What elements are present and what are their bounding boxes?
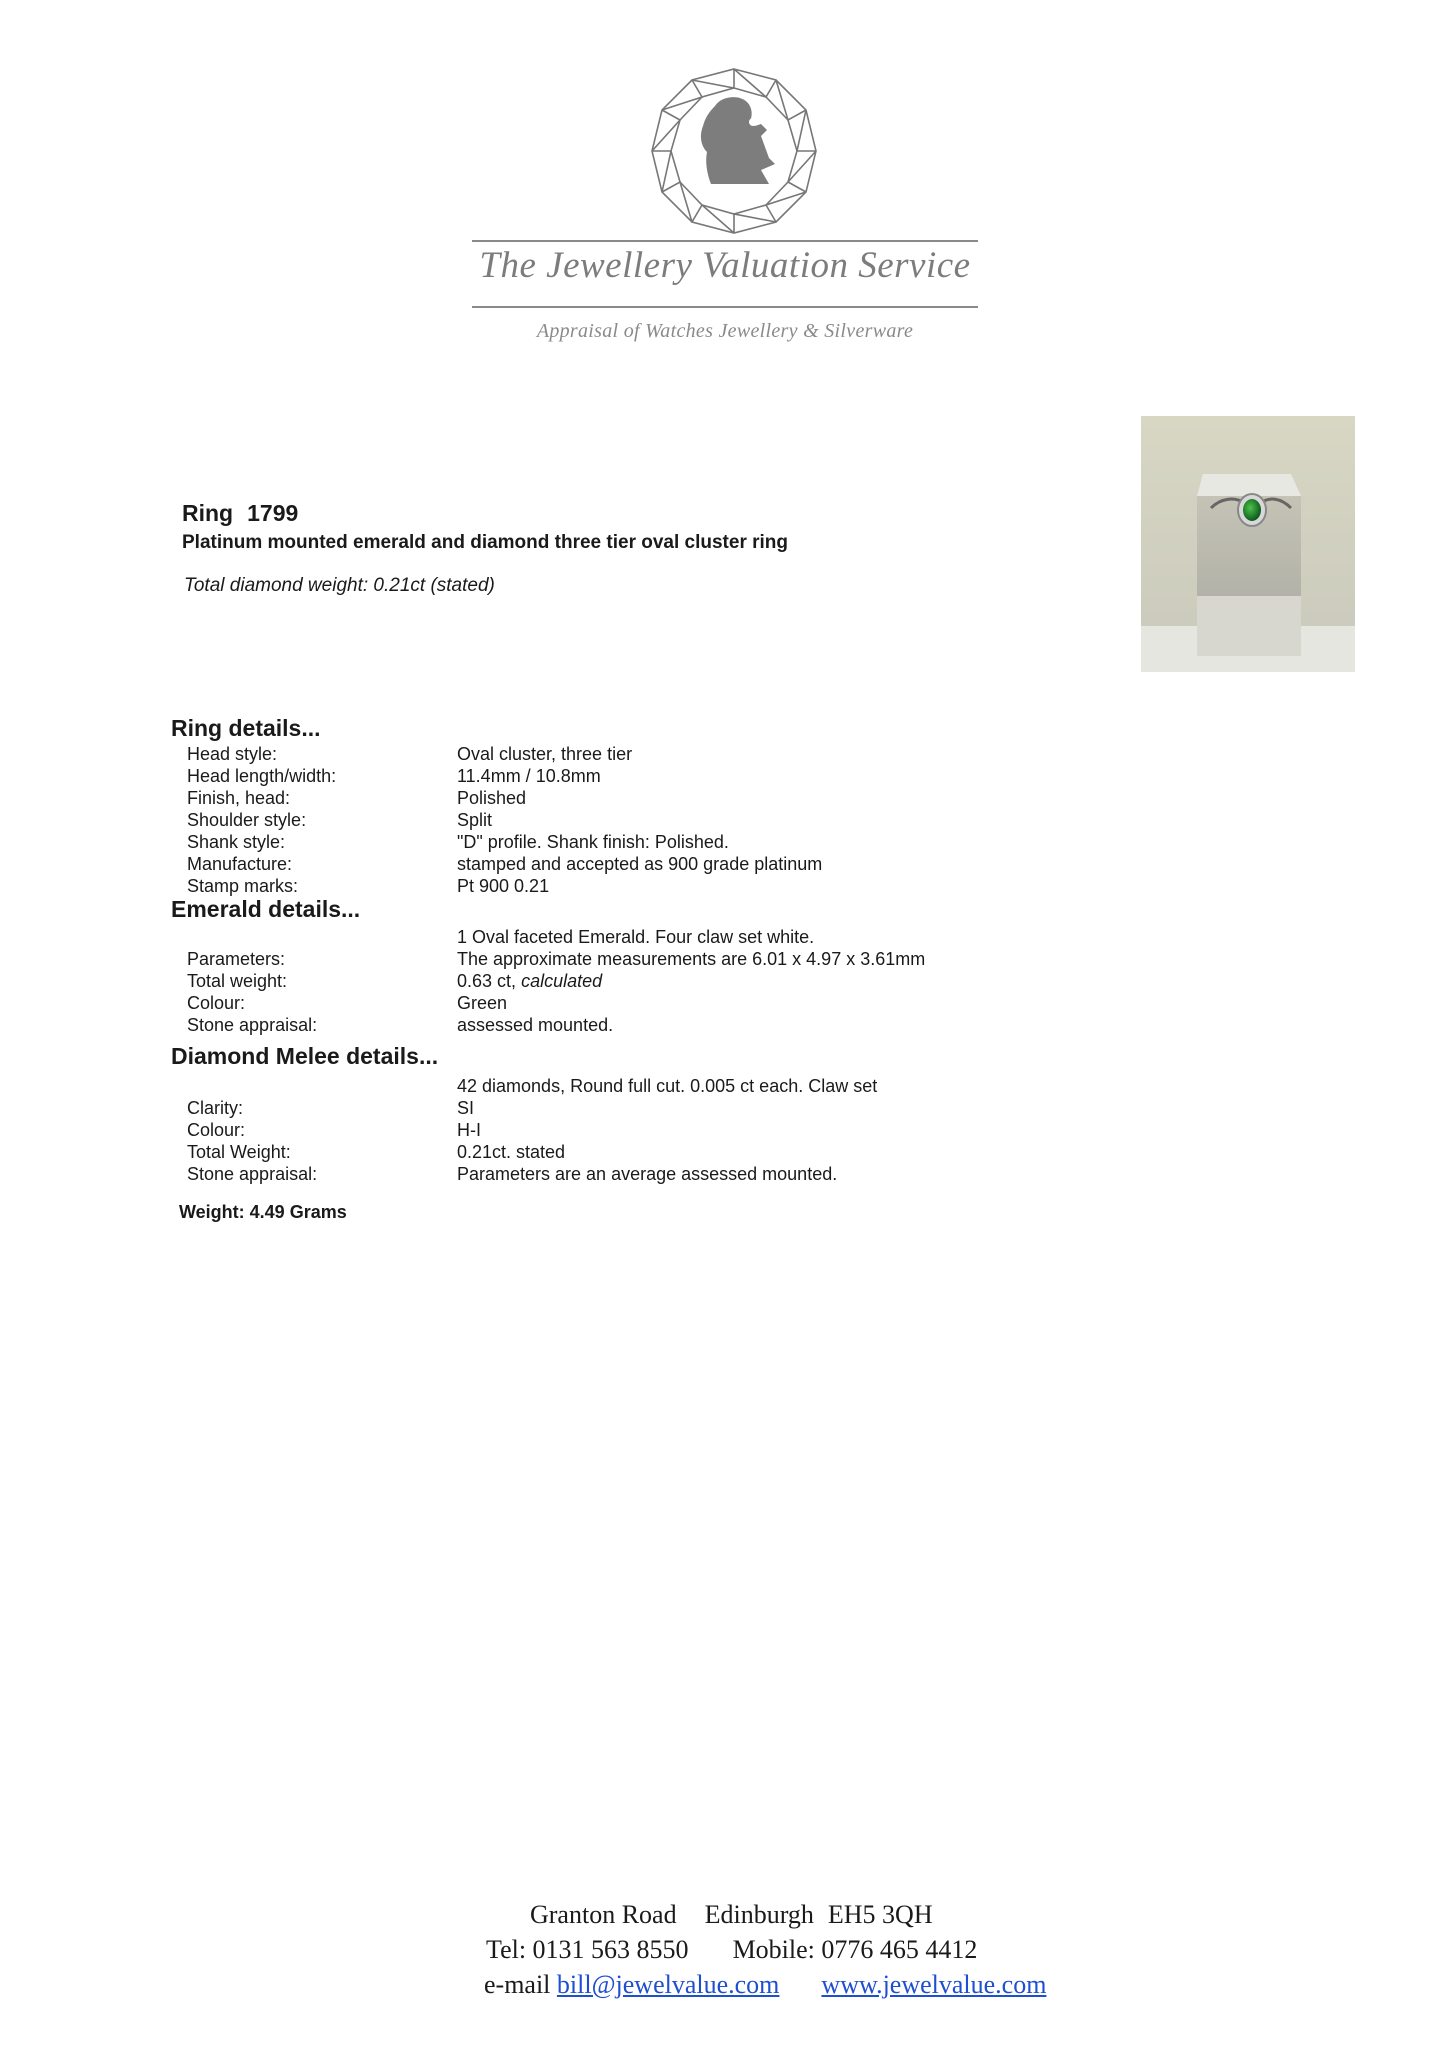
detail-label: Shoulder style: bbox=[187, 810, 307, 830]
detail-value: Split bbox=[457, 810, 493, 830]
footer-street: Granton Road bbox=[530, 1900, 677, 1929]
footer-tel: Tel: 0131 563 8550 bbox=[486, 1935, 689, 1964]
detail-value: 0.21ct. stated bbox=[457, 1142, 566, 1162]
weight-summary: Weight: 4.49 Grams bbox=[179, 1202, 347, 1222]
detail-label: Stamp marks: bbox=[187, 876, 299, 896]
emerald-detail-row bbox=[0, 948, 1200, 970]
footer-mobile: Mobile: 0776 465 4412 bbox=[732, 1935, 978, 1964]
detail-value: Green bbox=[457, 993, 508, 1013]
footer-address bbox=[530, 1900, 933, 1930]
detail-label: Head style: bbox=[187, 744, 278, 764]
emerald-detail-row bbox=[0, 992, 1200, 1014]
item-type: Ring bbox=[182, 500, 234, 526]
ring-detail-row bbox=[0, 831, 1200, 853]
ring-detail-row bbox=[0, 875, 1200, 897]
detail-value: assessed mounted. bbox=[457, 1015, 614, 1035]
detail-label: Stone appraisal: bbox=[187, 1164, 318, 1184]
detail-label: Head length/width: bbox=[187, 766, 337, 786]
ring-detail-row bbox=[0, 765, 1200, 787]
melee-detail-row bbox=[0, 1141, 1200, 1163]
detail-value bbox=[457, 970, 602, 992]
detail-label: Shank style: bbox=[187, 832, 286, 852]
detail-label: Total weight: bbox=[187, 971, 288, 991]
emerald-intro: 1 Oval faceted Emerald. Four claw set white. bbox=[457, 927, 815, 947]
brand-rule-top bbox=[472, 240, 978, 242]
footer-phone-line bbox=[486, 1935, 977, 1965]
footer-email-label: e-mail bbox=[484, 1970, 551, 1999]
detail-value: Oval cluster, three tier bbox=[457, 744, 633, 764]
detail-value: Parameters are an average assessed mounted. bbox=[457, 1164, 838, 1184]
item-description: Platinum mounted emerald and diamond three tier oval cluster ring bbox=[182, 532, 789, 553]
detail-value: The approximate measurements are 6.01 x 4.97 x 3.61mm bbox=[457, 949, 926, 969]
ring-detail-row bbox=[0, 743, 1200, 765]
ring-details-title: Ring details... bbox=[171, 715, 321, 741]
melee-details-title: Diamond Melee details... bbox=[171, 1043, 439, 1069]
footer-city: Edinburgh bbox=[704, 1900, 814, 1929]
melee-detail-row bbox=[0, 1119, 1200, 1141]
item-number: 1799 bbox=[247, 500, 299, 526]
website-link[interactable]: www.jewelvalue.com bbox=[821, 1970, 1047, 1999]
detail-label: Parameters: bbox=[187, 949, 286, 969]
melee-intro-row bbox=[0, 1075, 1200, 1097]
ring-detail-row bbox=[0, 787, 1200, 809]
detail-label: Stone appraisal: bbox=[187, 1015, 318, 1035]
detail-value: "D" profile. Shank finish: Polished. bbox=[457, 832, 729, 852]
brand-rule-bottom bbox=[472, 306, 978, 308]
footer-contact-line bbox=[484, 1970, 1046, 2000]
emerald-intro-row bbox=[0, 926, 1200, 948]
jeweller-loupe-diamond-logo-icon bbox=[649, 66, 819, 236]
detail-value: Polished bbox=[457, 788, 527, 808]
ring-photo-icon bbox=[1141, 416, 1355, 672]
item-heading bbox=[182, 500, 298, 527]
emerald-detail-row bbox=[0, 970, 1200, 992]
detail-value: Pt 900 0.21 bbox=[457, 876, 550, 896]
detail-label: Finish, head: bbox=[187, 788, 291, 808]
footer-postcode: EH5 3QH bbox=[827, 1900, 933, 1929]
emerald-details-title: Emerald details... bbox=[171, 896, 361, 922]
detail-value: stamped and accepted as 900 grade platinum bbox=[457, 854, 823, 874]
emerald-weight-method: calculated bbox=[521, 971, 603, 991]
melee-detail-row bbox=[0, 1163, 1200, 1185]
detail-value: 11.4mm / 10.8mm bbox=[457, 766, 601, 786]
melee-detail-row bbox=[0, 1097, 1200, 1119]
emerald-weight-value: 0.63 ct, bbox=[457, 971, 517, 991]
item-total-diamond-weight: Total diamond weight: 0.21ct (stated) bbox=[184, 575, 495, 596]
email-link[interactable]: bill@jewelvalue.com bbox=[556, 1970, 780, 1999]
brand-tagline: Appraisal of Watches Jewellery & Silverware bbox=[536, 320, 914, 342]
detail-value: SI bbox=[457, 1098, 475, 1118]
detail-label: Colour: bbox=[187, 993, 246, 1013]
detail-label: Clarity: bbox=[187, 1098, 244, 1118]
ring-detail-row bbox=[0, 853, 1200, 875]
detail-label: Colour: bbox=[187, 1120, 246, 1140]
brand-name: The Jewellery Valuation Service bbox=[479, 245, 971, 286]
emerald-detail-row bbox=[0, 1014, 1200, 1036]
detail-label: Total Weight: bbox=[187, 1142, 291, 1162]
detail-label: Manufacture: bbox=[187, 854, 293, 874]
melee-intro: 42 diamonds, Round full cut. 0.005 ct each. Claw set bbox=[457, 1076, 878, 1096]
ring-detail-row bbox=[0, 809, 1200, 831]
detail-value: H-I bbox=[457, 1120, 481, 1140]
